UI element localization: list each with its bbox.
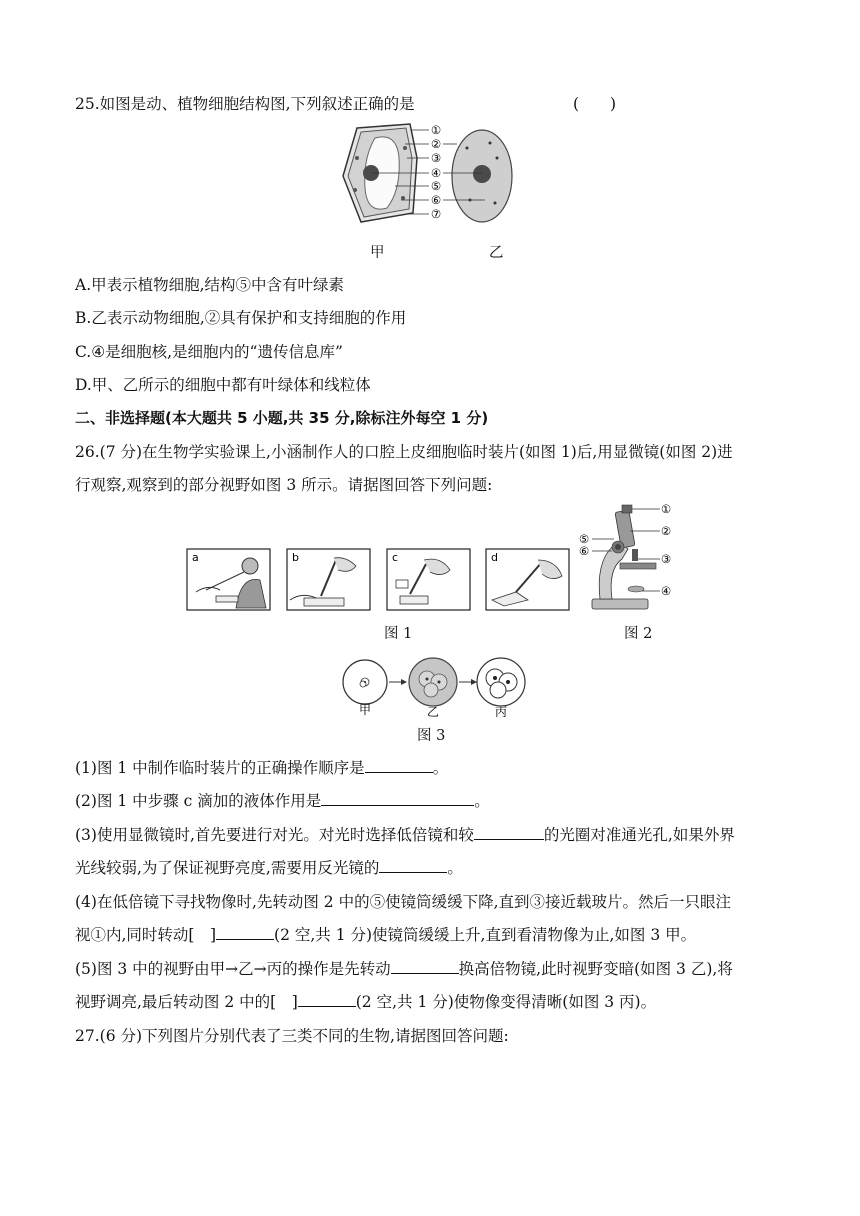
cell-label-5: ⑤ <box>430 179 442 193</box>
q26-sub4-blank[interactable] <box>216 924 274 940</box>
figure-3 <box>335 652 535 718</box>
fig3-label-bing: 丙 <box>494 705 508 718</box>
figure-2-caption: 图 2 <box>624 626 653 642</box>
q26-sub5-blank1[interactable] <box>391 958 459 974</box>
q26-sub5-line1: (5)图 3 中的视野由甲→乙→丙的操作是先转动 换高倍物镜,此时视野变暗(如图 3 乙),将 <box>75 960 733 978</box>
figure-1-caption: 图 1 <box>384 626 413 642</box>
fig2-label-4: ④ <box>660 584 672 598</box>
q26-stem-line1: 26.(7 分)在生物学实验课上,小涵制作人的口腔上皮细胞临时装片(如图 1)后,用显微镜(如图 2)进 <box>75 443 733 461</box>
cell-label-1: ① <box>430 123 442 137</box>
q26-sub1: (1)图 1 中制作临时装片的正确操作顺序是 。 <box>75 759 449 777</box>
q26-sub5-line2: 视野调亮,最后转动图 2 中的[ ] (2 空,共 1 分)使物像变得清晰(如图 3 丙)。 <box>75 993 657 1011</box>
fig1-label-c: c <box>392 551 399 564</box>
fig3-label-jia: 甲 <box>358 703 372 717</box>
fig1-label-d: d <box>491 551 498 564</box>
q25-option-a: A.甲表示植物细胞,结构⑤中含有叶绿素 <box>75 276 345 294</box>
cell-label-2: ② <box>430 137 442 151</box>
figure-2-microscope <box>574 503 684 615</box>
q25-answer-paren: ( ) <box>573 95 617 113</box>
q26-sub4-line1: (4)在低倍镜下寻找物像时,先转动图 2 中的⑤使镜筒缓缓下降,直到③接近载玻片。然后一只眼注 <box>75 893 732 911</box>
q26-sub5-blank2[interactable] <box>298 991 356 1007</box>
fig3-label-yi: 乙 <box>426 705 440 718</box>
fig2-label-1: ① <box>660 503 672 516</box>
q25-stem: 25.如图是动、植物细胞结构图,下列叙述正确的是 <box>75 95 415 113</box>
q26-sub3-blank2[interactable] <box>379 857 447 873</box>
q26-sub2-blank[interactable] <box>321 790 474 806</box>
q25-option-d: D.甲、乙所示的细胞中都有叶绿体和线粒体 <box>75 376 371 394</box>
cell-label-4: ④ <box>430 166 442 180</box>
q26-sub3-line2: 光线较弱,为了保证视野亮度,需要用反光镜的 。 <box>75 859 463 877</box>
q26-sub3-line1: (3)使用显微镜时,首先要进行对光。对光时选择低倍镜和较 的光圈对准通光孔,如果外界 <box>75 826 735 844</box>
q25-option-c: C.④是细胞核,是细胞内的“遗传信息库” <box>75 343 343 361</box>
q26-sub2: (2)图 1 中步骤 c 滴加的液体作用是 。 <box>75 792 490 810</box>
section-title: 二、非选择题(本大题共 5 小题,共 35 分,除标注外每空 1 分) <box>75 409 489 427</box>
fig2-label-5: ⑤ <box>578 532 590 546</box>
q27-stem: 27.(6 分)下列图片分别代表了三类不同的生物,请据图回答问题: <box>75 1027 509 1045</box>
cell-label-7: ⑦ <box>430 207 442 221</box>
q26-sub3-blank1[interactable] <box>474 824 544 840</box>
q26-stem-line2: 行观察,观察到的部分视野如图 3 所示。请据图回答下列问题: <box>75 476 493 494</box>
figure-3-caption: 图 3 <box>417 728 446 744</box>
caption-jia: 甲 <box>370 245 385 261</box>
fig2-label-6: ⑥ <box>578 544 590 558</box>
fig1-label-b: b <box>292 551 299 564</box>
cell-structure-figure <box>335 118 515 230</box>
caption-yi: 乙 <box>489 245 504 261</box>
fig1-label-a: a <box>192 551 199 564</box>
figure-1 <box>186 548 572 612</box>
q26-sub4-line2: 视①内,同时转动[ ] (2 空,共 1 分)使镜筒缓缓上升,直到看清物像为止,如图 3 甲。 <box>75 926 697 944</box>
fig2-label-3: ③ <box>660 552 672 566</box>
cell-label-6: ⑥ <box>430 193 442 207</box>
q26-sub1-blank[interactable] <box>365 757 433 773</box>
fig2-label-2: ② <box>660 524 672 538</box>
q25-option-b: B.乙表示动物细胞,②具有保护和支持细胞的作用 <box>75 309 407 327</box>
cell-label-3: ③ <box>430 151 442 165</box>
